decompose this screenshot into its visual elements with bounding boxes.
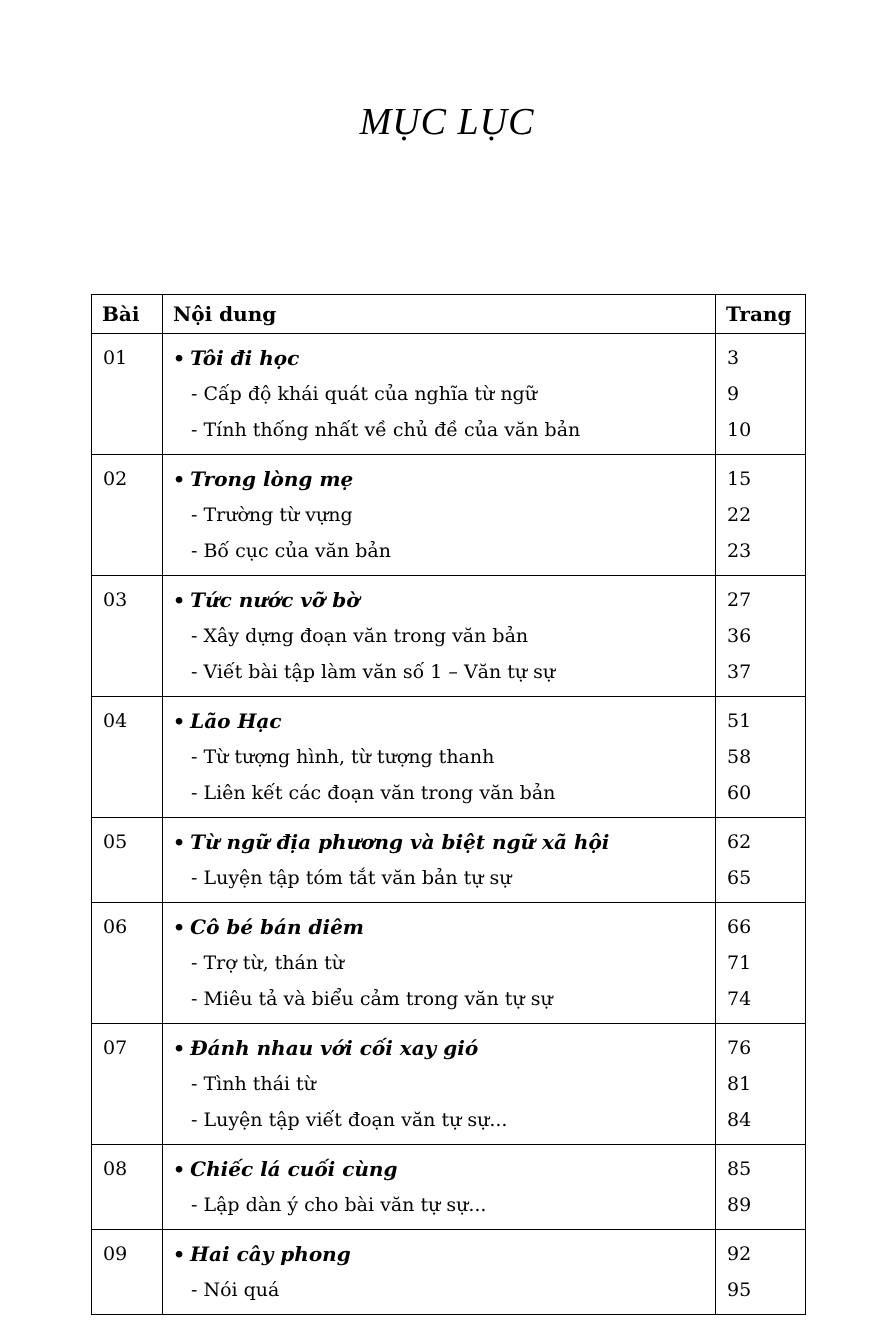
subtopic-page-number: 36 — [727, 625, 752, 647]
lesson-page-number: 76 — [727, 1037, 752, 1059]
lesson-content-cell — [163, 697, 716, 818]
subtopic: - Lập dàn ý cho bài văn tự sự... — [191, 1194, 487, 1216]
lesson-number-cell — [92, 576, 163, 697]
header-noi-dung: Nội dung — [163, 295, 716, 334]
bullet-icon: • — [173, 917, 186, 939]
toc-body — [92, 334, 806, 1315]
lesson-title: Cô bé bán diêm — [190, 915, 364, 939]
lesson-page-number: 85 — [727, 1158, 752, 1180]
subtopic-page-number: 58 — [727, 746, 752, 768]
lesson-number: 09 — [103, 1243, 128, 1265]
lesson-number-cell — [92, 1230, 163, 1315]
lesson-title: Tôi đi học — [190, 346, 300, 370]
subtopic-page-number: 89 — [727, 1194, 752, 1216]
subtopic: - Từ tượng hình, từ tượng thanh — [191, 746, 495, 768]
lesson-title-line — [163, 703, 715, 739]
lesson-page-number: 62 — [727, 831, 752, 853]
lesson-title-line — [163, 1236, 715, 1272]
bullet-icon: • — [173, 469, 186, 491]
lesson-title-line — [163, 461, 715, 497]
lesson-page-number: 51 — [727, 710, 752, 732]
page-number-cell — [716, 576, 806, 697]
toc-row — [92, 697, 806, 818]
subtopic: - Cấp độ khái quát của nghĩa từ ngữ — [191, 383, 537, 405]
subtopic-page-number: 9 — [727, 383, 740, 405]
page-number-cell — [716, 697, 806, 818]
lesson-page-number: 66 — [727, 916, 752, 938]
subtopic: - Xây dựng đoạn văn trong văn bản — [191, 625, 529, 647]
lesson-title-line — [163, 1151, 715, 1187]
page-number-cell — [716, 1230, 806, 1315]
lesson-number-cell — [92, 1145, 163, 1230]
lesson-content-cell — [163, 818, 716, 903]
lesson-number: 08 — [103, 1158, 128, 1180]
lesson-content-cell — [163, 576, 716, 697]
toc-row — [92, 1230, 806, 1315]
lesson-title-line — [163, 824, 715, 860]
lesson-number: 07 — [103, 1037, 128, 1059]
lesson-content-cell — [163, 903, 716, 1024]
toc-row — [92, 576, 806, 697]
subtopic-page-number: 23 — [727, 540, 752, 562]
page-number-cell — [716, 818, 806, 903]
lesson-number-cell — [92, 455, 163, 576]
subtopic: - Trường từ vựng — [191, 504, 353, 526]
lesson-page-number: 92 — [727, 1243, 752, 1265]
subtopic: - Luyện tập tóm tắt văn bản tự sự — [191, 867, 512, 889]
page-number-cell — [716, 1024, 806, 1145]
toc-row — [92, 818, 806, 903]
bullet-icon: • — [173, 711, 186, 733]
lesson-title: Đánh nhau với cối xay gió — [190, 1036, 479, 1060]
page-number-cell — [716, 903, 806, 1024]
bullet-icon: • — [173, 590, 186, 612]
lesson-content-cell — [163, 1024, 716, 1145]
subtopic: - Bố cục của văn bản — [191, 540, 391, 562]
lesson-page-number: 15 — [727, 468, 752, 490]
page-number-cell — [716, 334, 806, 455]
lesson-title-line — [163, 582, 715, 618]
toc-row — [92, 455, 806, 576]
lesson-number: 04 — [103, 710, 128, 732]
lesson-page-number: 27 — [727, 589, 752, 611]
subtopic-page-number: 37 — [727, 661, 752, 683]
subtopic: - Miêu tả và biểu cảm trong văn tự sự — [191, 988, 553, 1010]
lesson-title-line — [163, 1030, 715, 1066]
lesson-title: Tức nước vỡ bờ — [190, 588, 360, 612]
subtopic: - Nói quá — [191, 1279, 280, 1301]
subtopic-page-number: 74 — [727, 988, 752, 1010]
header-bai: Bài — [92, 295, 163, 334]
lesson-number-cell — [92, 697, 163, 818]
lesson-content-cell — [163, 1230, 716, 1315]
lesson-content-cell — [163, 455, 716, 576]
lesson-number: 01 — [103, 347, 128, 369]
lesson-title: Trong lòng mẹ — [190, 467, 354, 491]
lesson-number: 02 — [103, 468, 128, 490]
page-number-cell — [716, 1145, 806, 1230]
lesson-page-number: 3 — [727, 347, 740, 369]
subtopic: - Liên kết các đoạn văn trong văn bản — [191, 782, 556, 804]
lesson-number: 05 — [103, 831, 128, 853]
lesson-number-cell — [92, 334, 163, 455]
subtopic-page-number: 84 — [727, 1109, 752, 1131]
toc-table — [91, 294, 806, 1315]
subtopic-page-number: 22 — [727, 504, 752, 526]
toc-header-row — [92, 295, 806, 334]
toc-row — [92, 903, 806, 1024]
subtopic-page-number: 95 — [727, 1279, 752, 1301]
bullet-icon: • — [173, 348, 186, 370]
header-trang: Trang — [716, 295, 806, 334]
subtopic: - Viết bài tập làm văn số 1 – Văn tự sự — [191, 661, 556, 683]
lesson-title-line — [163, 340, 715, 376]
subtopic: - Trợ từ, thán từ — [191, 952, 344, 974]
lesson-content-cell — [163, 334, 716, 455]
subtopic-page-number: 81 — [727, 1073, 752, 1095]
toc-row — [92, 334, 806, 455]
lesson-number: 03 — [103, 589, 128, 611]
lesson-title-line — [163, 909, 715, 945]
subtopic: - Tình thái từ — [191, 1073, 316, 1095]
toc-row — [92, 1024, 806, 1145]
bullet-icon: • — [173, 1038, 186, 1060]
lesson-number-cell — [92, 818, 163, 903]
subtopic-page-number: 10 — [727, 419, 752, 441]
lesson-title: Chiếc lá cuối cùng — [190, 1157, 398, 1181]
subtopic: - Luyện tập viết đoạn văn tự sự... — [191, 1109, 508, 1131]
page-title: MỤC LỤC — [359, 101, 535, 143]
subtopic: - Tính thống nhất về chủ đề của văn bản — [191, 419, 581, 441]
lesson-content-cell — [163, 1145, 716, 1230]
toc-row — [92, 1145, 806, 1230]
bullet-icon: • — [173, 1159, 186, 1181]
page-number-cell — [716, 455, 806, 576]
subtopic-page-number: 60 — [727, 782, 752, 804]
lesson-number-cell — [92, 903, 163, 1024]
lesson-title: Hai cây phong — [190, 1242, 351, 1266]
lesson-number: 06 — [103, 916, 128, 938]
lesson-number-cell — [92, 1024, 163, 1145]
bullet-icon: • — [173, 1244, 186, 1266]
subtopic-page-number: 65 — [727, 867, 752, 889]
bullet-icon: • — [173, 832, 186, 854]
lesson-title: Lão Hạc — [190, 709, 282, 733]
subtopic-page-number: 71 — [727, 952, 752, 974]
lesson-title: Từ ngữ địa phương và biệt ngữ xã hội — [190, 830, 610, 854]
